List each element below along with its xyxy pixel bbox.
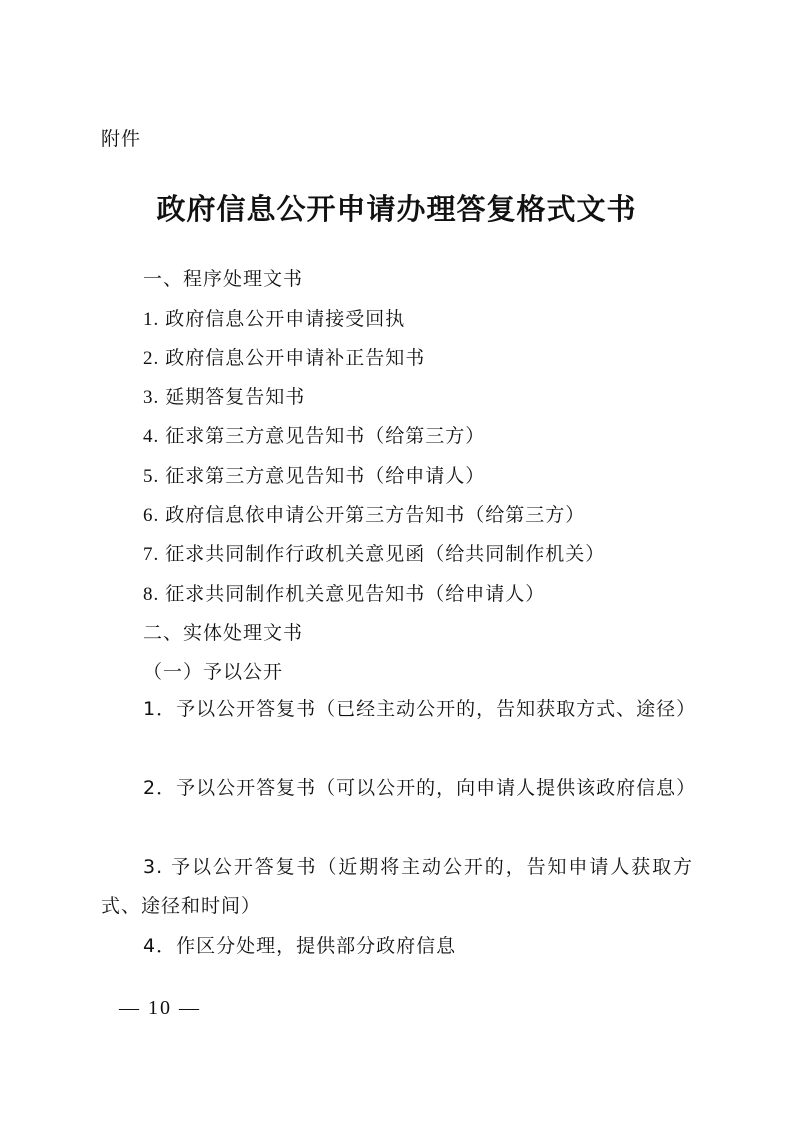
item-number: 2. <box>143 348 160 369</box>
item-number: 1. <box>143 309 160 330</box>
section1-item <box>143 382 305 409</box>
section2-heading: 二、实体处理文书 <box>143 622 304 644</box>
item-number: 6. <box>143 505 160 526</box>
section1-item <box>143 500 585 527</box>
section1-item <box>143 579 545 606</box>
attachment-label: 附件 <box>101 128 142 150</box>
document-title: 政府信息公开申请办理答复格式文书 <box>156 192 637 226</box>
item-text: 征求共同制作机关意见告知书（给申请人） <box>165 583 546 605</box>
item-text: 政府信息公开申请接受回执 <box>165 308 406 330</box>
item-text: 征求第三方意见告知书（给第三方） <box>165 425 486 447</box>
section2-subheading: （一）予以公开 <box>143 661 284 683</box>
item-number: 5. <box>143 466 160 487</box>
section2-item: 2．予以公开答复书（可以公开的，向申请人提供该政府信息） <box>143 777 697 799</box>
page-number: — 10 — <box>119 997 201 1019</box>
section2-item: 3. 予以公开答复书（近期将主动公开的，告知申请人获取方式、途径和时间） <box>101 856 693 917</box>
item-text: 征求共同制作行政机关意见函（给共同制作机关） <box>165 543 606 565</box>
item-text: 政府信息公开申请补正告知书 <box>165 347 426 369</box>
section1-item <box>143 421 485 448</box>
section1-item <box>143 539 605 566</box>
item-text: 延期答复告知书 <box>165 386 306 408</box>
item-number: 7. <box>143 544 160 565</box>
section1-item <box>143 461 485 488</box>
section1-item <box>143 304 405 331</box>
item-text: 征求第三方意见告知书（给申请人） <box>165 465 486 487</box>
item-text: 政府信息依申请公开第三方告知书（给第三方） <box>165 504 586 526</box>
item-number: 8. <box>143 584 160 605</box>
item-number: 3. <box>143 387 160 408</box>
section2-item: 4．作区分处理，提供部分政府信息 <box>143 935 457 957</box>
section1-heading: 一、程序处理文书 <box>143 268 304 290</box>
section2-item: 1．予以公开答复书（已经主动公开的，告知获取方式、途径） <box>143 698 697 720</box>
item-number: 4. <box>143 426 160 447</box>
section1-item <box>143 343 425 370</box>
